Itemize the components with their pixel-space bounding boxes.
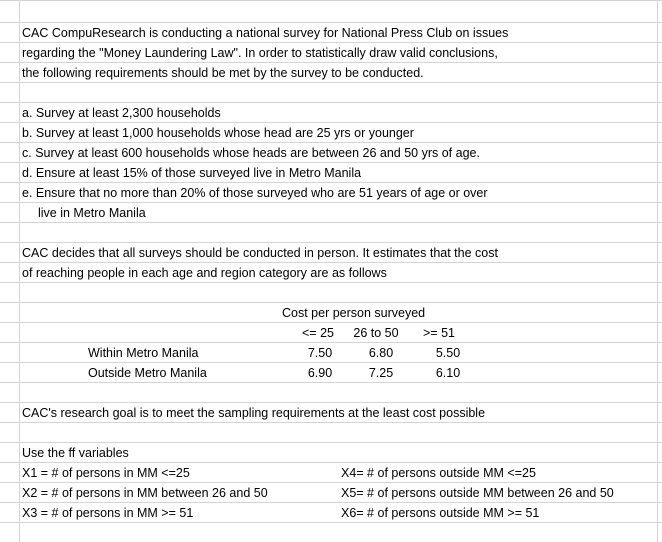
header-age-51-or-over[interactable]: >= 51 [423,326,455,340]
intro-line-2[interactable]: regarding the "Money Laundering Law". In order to statistically draw valid conclusions, [22,46,498,60]
variable-x1[interactable]: X1 = # of persons in MM <=25 [22,466,190,480]
intro-line-3[interactable]: the following requirements should be met by the survey to be conducted. [22,66,424,80]
requirement-c[interactable]: c. Survey at least 600 households whose heads are between 26 and 50 yrs of age. [22,146,480,160]
cost-mm-26-to-50[interactable]: 6.80 [368,346,394,360]
cost-outside-51-or-over[interactable]: 6.10 [435,366,461,380]
research-goal[interactable]: CAC's research goal is to meet the sampling requirements at the least cost possible [22,406,486,420]
row-label-within-metro-manila[interactable]: Within Metro Manila [88,346,199,360]
requirement-d[interactable]: d. Ensure at least 15% of those surveyed live in Metro Manila [22,166,362,180]
cost-intro-line-2[interactable]: of reaching people in each age and region category are as follows [22,266,387,280]
cost-intro-line-1[interactable]: CAC decides that all surveys should be conducted in person. It estimates that the cost [22,246,498,260]
variable-x3[interactable]: X3 = # of persons in MM >= 51 [22,506,194,520]
cost-outside-25-or-under[interactable]: 6.90 [307,366,333,380]
requirement-e-continued[interactable]: live in Metro Manila [38,206,146,220]
header-age-26-to-50[interactable]: 26 to 50 [353,326,399,340]
variable-x2[interactable]: X2 = # of persons in MM between 26 and 50 [22,486,268,500]
variable-x5[interactable]: X5= # of persons outside MM between 26 and 50 [341,486,614,500]
cost-table-title[interactable]: Cost per person surveyed [282,306,426,320]
row-label-outside-metro-manila[interactable]: Outside Metro Manila [88,366,207,380]
requirement-a[interactable]: a. Survey at least 2,300 households [22,106,221,120]
requirement-e[interactable]: e. Ensure that no more than 20% of those surveyed who are 51 years of age or over [22,186,488,200]
variable-x6[interactable]: X6= # of persons outside MM >= 51 [341,506,540,520]
cost-mm-51-or-over[interactable]: 5.50 [435,346,461,360]
intro-line-1[interactable]: CAC CompuResearch is conducting a national survey for National Press Club on issues [22,26,509,40]
variables-heading[interactable]: Use the ff variables [22,446,129,460]
variable-x4[interactable]: X4= # of persons outside MM <=25 [341,466,536,480]
requirement-b[interactable]: b. Survey at least 1,000 households whose head are 25 yrs or younger [22,126,414,140]
cost-outside-26-to-50[interactable]: 7.25 [368,366,394,380]
header-age-25-or-under[interactable]: <= 25 [302,326,334,340]
cost-mm-25-or-under[interactable]: 7.50 [307,346,333,360]
